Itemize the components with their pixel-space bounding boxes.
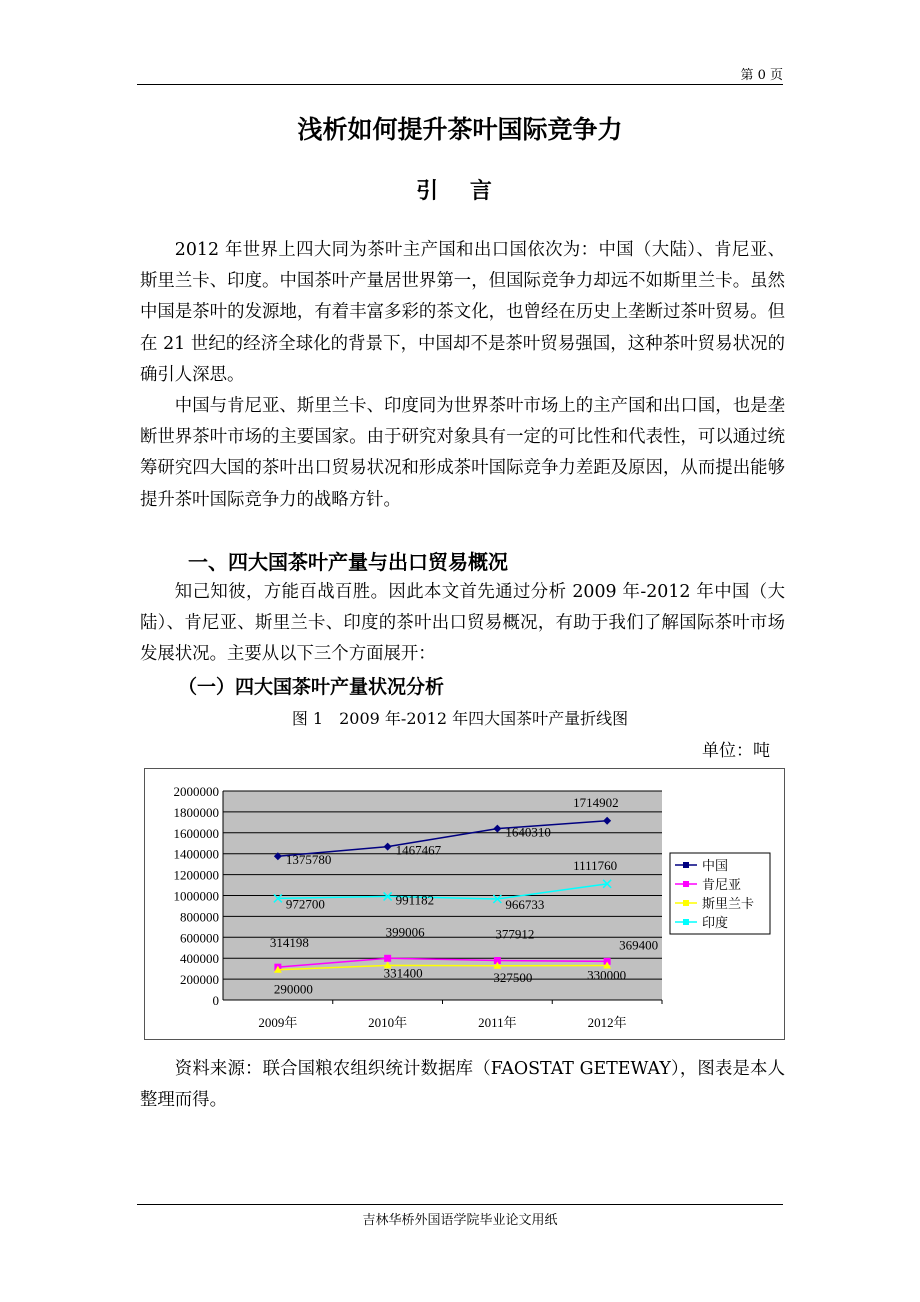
data-label: 1111760 bbox=[573, 857, 618, 873]
paragraph: 知己知彼，方能百战百胜。因此本文首先通过分析 2009 年-2012 年中国（大陆）、肯尼亚、斯里兰卡、印度的茶叶出口贸易概况，有助于我们了解国际茶叶市场发展状况。主要从以下三个方面展开： bbox=[140, 582, 785, 665]
page-number: 第 0 页 bbox=[740, 68, 783, 83]
figure-caption: 图 1 2009 年-2012 年四大国茶叶产量折线图 bbox=[291, 709, 629, 728]
y-tick-label: 1000000 bbox=[173, 888, 219, 904]
data-label: 290000 bbox=[273, 981, 313, 997]
legend-label: 肯尼亚 bbox=[702, 877, 742, 892]
x-tick-label: 2010年 bbox=[368, 1015, 408, 1030]
data-label: 327500 bbox=[493, 969, 533, 985]
paragraph: 中国与肯尼亚、斯里兰卡、印度同为世界茶叶市场上的主产国和出口国，也是垄断世界茶叶市场的主要国家。由于研究对象具有一定的可比性和代表性，可以通过统筹研究四大国的茶叶出口贸易状况和形成茶叶国际竞争力差距及原因，从而提出能够提升茶叶国际竞争力的战略方针。 bbox=[140, 396, 785, 510]
legend-marker bbox=[683, 919, 689, 925]
chart-svg bbox=[145, 769, 784, 1039]
page-header bbox=[137, 64, 783, 85]
source-text: 资料来源：联合国粮农组织统计数据库（FAOSTAT GETEWAY），图表是本人整理而得。 bbox=[140, 1059, 785, 1110]
y-tick-label: 1400000 bbox=[173, 846, 219, 862]
unit-label: 单位：吨 bbox=[702, 741, 770, 761]
data-label: 314198 bbox=[269, 935, 309, 951]
data-label: 1640310 bbox=[505, 824, 551, 840]
document-title: 浅析如何提升茶叶国际竞争力 bbox=[297, 115, 623, 144]
subsection-heading: （一）四大国茶叶产量状况分析 bbox=[178, 676, 445, 698]
section-body bbox=[140, 577, 785, 671]
data-label: 966733 bbox=[505, 896, 545, 912]
y-tick-label: 1800000 bbox=[173, 804, 219, 820]
section-heading: 一、四大国茶叶产量与出口贸易概况 bbox=[188, 550, 508, 574]
data-label: 369400 bbox=[619, 937, 659, 953]
y-tick-label: 400000 bbox=[180, 951, 219, 967]
intro-heading: 引 言 bbox=[416, 179, 504, 204]
legend-marker bbox=[683, 862, 689, 868]
x-tick-label: 2011年 bbox=[478, 1015, 517, 1030]
data-label: 330000 bbox=[587, 967, 627, 983]
y-tick-label: 2000000 bbox=[173, 784, 219, 799]
intro-body bbox=[140, 235, 785, 516]
legend-label: 斯里兰卡 bbox=[702, 896, 755, 911]
legend-marker bbox=[683, 881, 689, 887]
y-tick-label: 600000 bbox=[180, 930, 219, 946]
line-chart bbox=[144, 768, 785, 1040]
y-tick-label: 800000 bbox=[180, 909, 219, 925]
y-tick-label: 1200000 bbox=[173, 867, 219, 883]
x-tick-label: 2009年 bbox=[258, 1015, 298, 1030]
data-label: 1467467 bbox=[395, 842, 442, 858]
data-label: 399006 bbox=[385, 924, 425, 940]
data-label: 377912 bbox=[495, 926, 535, 942]
data-label: 991182 bbox=[395, 892, 435, 908]
y-tick-label: 0 bbox=[212, 993, 219, 1008]
paragraph: 2012 年世界上四大同为茶叶主产国和出口国依次为：中国（大陆）、肯尼亚、斯里兰卡、印度。中国茶叶产量居世界第一，但国际竞争力却远不如斯里兰卡。虽然中国是茶叶的发源地，有着丰富多彩的茶文化，也曾经在历史上垄断过茶叶贸易。但在 21 世纪的经济全球化的背景下，中国却不是茶叶贸易强国，这种茶叶贸易状况的确引人深思。 bbox=[140, 240, 785, 385]
legend-label: 中国 bbox=[702, 858, 729, 873]
data-label: 1375780 bbox=[285, 852, 332, 868]
page-footer: 吉林华桥外国语学院毕业论文用纸 bbox=[137, 1204, 783, 1228]
data-label: 331400 bbox=[383, 965, 423, 981]
source-note bbox=[140, 1054, 785, 1116]
data-point bbox=[384, 955, 391, 962]
data-label: 972700 bbox=[285, 896, 325, 912]
y-tick-label: 1600000 bbox=[173, 825, 219, 841]
legend-label: 印度 bbox=[702, 915, 729, 930]
x-tick-label: 2012年 bbox=[587, 1015, 627, 1030]
y-tick-label: 200000 bbox=[180, 972, 219, 988]
data-label: 1714902 bbox=[573, 794, 619, 810]
legend-marker bbox=[683, 900, 689, 906]
